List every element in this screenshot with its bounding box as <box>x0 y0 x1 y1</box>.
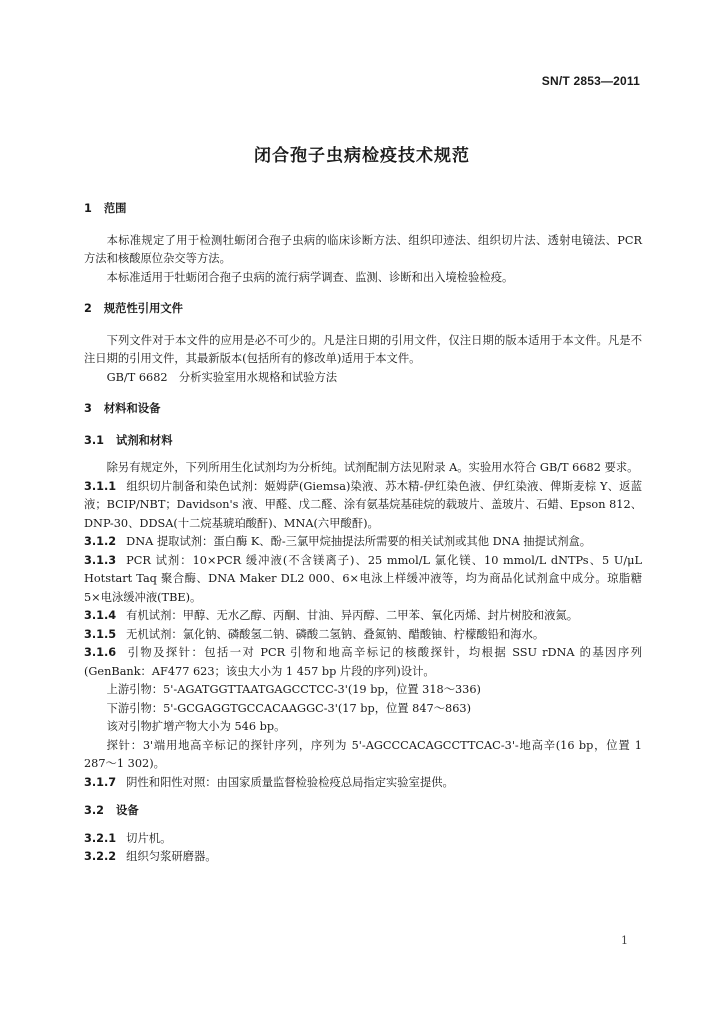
clause-3-1-7 <box>84 774 642 793</box>
section-2-paragraph-1: 下列文件对于本文件的应用是必不可少的。凡是注日期的引用文件，仅注日期的版本适用于本文件。凡是不注日期的引用文件，其最新版本(包括所有的修改单)适用于本文件。 <box>84 333 642 365</box>
clause-3-1-2-text: DNA 提取试剂：蛋白酶 K、酚-三氯甲烷抽提法所需要的相关试剂或其他 DNA 抽提试剂盒。 <box>126 535 592 548</box>
standard-code: SN/T 2853—2011 <box>541 74 640 88</box>
section-3-1-heading <box>84 432 642 451</box>
page-number: 1 <box>621 934 628 947</box>
section-2-number: 2 <box>84 302 92 315</box>
clause-3-1-4-number: 3.1.4 <box>84 609 117 622</box>
section-3-heading <box>84 400 642 419</box>
section-3-number: 3 <box>84 402 92 415</box>
section-3-2-title: 设备 <box>116 804 139 817</box>
section-1-paragraph-2: 本标准适用于牡蛎闭合孢子虫病的流行病学调查、监测、诊断和出入境检验检疫。 <box>106 270 514 284</box>
clause-3-1-2 <box>84 533 642 552</box>
clause-3-1-1-text: 组织切片制备和染色试剂：姬姆萨(Giemsa)染液、苏木精-伊红染色液、伊红染液、俾斯麦棕 Y、返蓝液；BCIP/NBT；Davidson's 液、甲醛、戊二醛、涂有氨基烷基硅烷的载玻片、盖玻片、石蜡、Epson 812、DNP-30、DDSA(十二烷基琥珀酸酐)、MNA(六甲酸酐)。 <box>84 479 642 530</box>
document-body <box>84 200 642 867</box>
clause-3-1-3-text: PCR 试剂：10×PCR 缓冲液(不含镁离子)、25 mmol/L 氯化镁、10 mmol/L dNTPs、5 U/μL Hotstart Taq 聚合酶、DNA Maker DL2 000、6×电泳上样缓冲液等，均为商品化试剂盒中成分。琼脂糖 5×电泳缓冲液(TBE)。 <box>84 553 642 604</box>
clause-3-1-4 <box>84 607 642 626</box>
clause-3-1-5-text: 无机试剂：氯化钠、磷酸氢二钠、磷酸二氢钠、叠氮钠、醋酸铀、柠檬酸铅和海水。 <box>126 627 545 641</box>
document-title: 闭合孢子虫病检疫技术规范 <box>254 146 470 166</box>
section-2-reference: GB/T 6682 分析实验室用水规格和试验方法 <box>106 370 338 384</box>
upstream-primer: 上游引物：5'-AGATGGTTAATGAGCCTCC-3'(19 bp，位置 318～336) <box>106 683 481 696</box>
section-2-heading <box>84 300 642 319</box>
clause-3-1-6-text: 引物及探针：包括一对 PCR 引物和地高辛标记的核酸探针，均根据 SSU rDNA 的基因序列(GenBank：AF477 623；该虫大小为 1 457 bp 片段的序列)设计。 <box>84 646 642 678</box>
probe-sequence: 探针：3'端用地高辛标记的探针序列，序列为 5'-AGCCCACAGCCTTCAC-3'-地高辛(16 bp，位置 1 287～1 302)。 <box>84 738 642 770</box>
clause-3-1-5 <box>84 626 642 645</box>
clause-3-2-2-number: 3.2.2 <box>84 850 117 863</box>
clause-3-1-4-text: 有机试剂：甲醇、无水乙醇、丙酮、甘油、异丙醇、二甲苯、氧化丙烯、封片树胶和液氮。 <box>126 609 579 622</box>
clause-3-2-1-number: 3.2.1 <box>84 831 117 845</box>
section-2-title: 规范性引用文件 <box>103 302 183 315</box>
section-3-1-paragraph: 除另有规定外，下列所用生化试剂均为分析纯。试剂配制方法见附录 A。实验用水符合 GB/T 6682 要求。 <box>106 461 639 474</box>
section-1-paragraph-1: 本标准规定了用于检测牡蛎闭合孢子虫病的临床诊断方法、组织印迹法、组织切片法、透射电镜法、PCR 方法和核酸原位杂交等方法。 <box>84 233 642 265</box>
clause-3-1-7-number: 3.1.7 <box>84 775 117 789</box>
clause-3-1-3 <box>84 552 642 608</box>
clause-3-1-5-number: 3.1.5 <box>84 627 117 641</box>
clause-3-1-7-text: 阴性和阳性对照：由国家质量监督检验检疫总局指定实验室提供。 <box>126 775 454 789</box>
section-1-heading <box>84 200 642 219</box>
clause-3-2-1-text: 切片机。 <box>126 831 172 845</box>
clause-3-2-2 <box>84 848 642 867</box>
clause-3-1-2-number: 3.1.2 <box>84 535 117 548</box>
clause-3-1-6 <box>84 644 642 681</box>
section-3-2-heading <box>84 802 642 821</box>
downstream-primer: 下游引物：5'-GCGAGGTGCCACAAGGC-3'(17 bp，位置 847～863) <box>106 701 472 715</box>
section-3-title: 材料和设备 <box>103 402 161 415</box>
clause-3-1-3-number: 3.1.3 <box>84 553 117 567</box>
clause-3-1-1 <box>84 478 642 534</box>
section-1-title: 范围 <box>103 202 127 215</box>
amplicon-size: 该对引物扩增产物大小为 546 bp。 <box>106 720 286 733</box>
clause-3-2-1 <box>84 830 642 849</box>
clause-3-1-6-number: 3.1.6 <box>84 646 117 659</box>
clause-3-2-2-text: 组织匀浆研磨器。 <box>126 850 217 863</box>
section-3-2-number: 3.2 <box>84 804 105 817</box>
section-3-1-number: 3.1 <box>84 433 105 447</box>
section-3-1-title: 试剂和材料 <box>116 433 173 447</box>
clause-3-1-1-number: 3.1.1 <box>84 479 117 493</box>
section-1-number: 1 <box>84 202 92 215</box>
